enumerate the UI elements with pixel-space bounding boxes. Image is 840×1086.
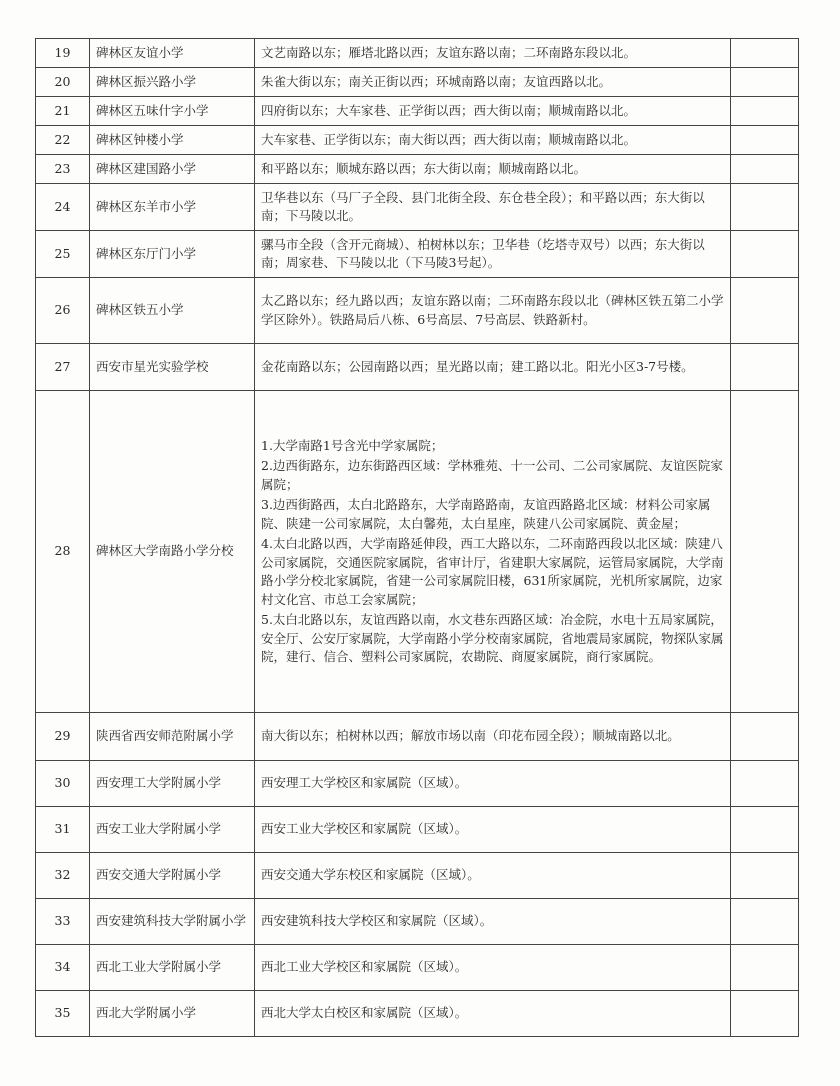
table-row bbox=[36, 761, 799, 807]
row-note bbox=[731, 945, 799, 991]
zone-scope bbox=[255, 155, 731, 184]
row-note bbox=[731, 713, 799, 761]
school-name: 西安建筑科技大学附属小学 bbox=[90, 899, 255, 945]
school-name: 西安交通大学附属小学 bbox=[90, 853, 255, 899]
zone-scope bbox=[255, 39, 731, 68]
table-row bbox=[36, 991, 799, 1037]
scope-paragraph: 1.大学南路1号含光中学家属院； bbox=[261, 437, 444, 453]
zone-scope bbox=[255, 68, 731, 97]
row-number: 27 bbox=[36, 344, 90, 391]
scope-paragraph: 2.边西街路东，边东街路西区域：学林雅苑、十一公司、二公司家属院、友谊医院家属院； bbox=[261, 458, 723, 492]
row-note bbox=[731, 761, 799, 807]
table-row bbox=[36, 807, 799, 853]
row-note bbox=[731, 231, 799, 278]
zone-scope bbox=[255, 761, 731, 807]
zone-scope bbox=[255, 991, 731, 1037]
row-note bbox=[731, 68, 799, 97]
row-note bbox=[731, 126, 799, 155]
table-row bbox=[36, 97, 799, 126]
row-note bbox=[731, 184, 799, 231]
school-name: 碑林区东厅门小学 bbox=[90, 231, 255, 278]
zone-scope bbox=[255, 97, 731, 126]
table-row bbox=[36, 713, 799, 761]
scope-paragraph: 3.边西街路西，太白北路路东，大学南路路南，友谊西路路北区域：材料公司家属院、陕建一公司家属院，太白馨苑，太白星座，陕建八公司家属院、黄金屋； bbox=[261, 497, 711, 531]
scope-paragraph: 大车家巷、正学街以东；南大街以西；西大街以南；顺城南路以北。 bbox=[261, 131, 637, 147]
scope-paragraph: 四府街以东；大车家巷、正学街以西；西大街以南；顺城南路以北。 bbox=[261, 102, 637, 118]
row-note bbox=[731, 853, 799, 899]
zone-scope bbox=[255, 899, 731, 945]
row-number: 21 bbox=[36, 97, 90, 126]
table-row bbox=[36, 344, 799, 391]
table-row bbox=[36, 184, 799, 231]
table-row bbox=[36, 39, 799, 68]
scope-paragraph: 金花南路以东；公园南路以西；星光路以南；建工路以北。阳光小区3-7号楼。 bbox=[261, 358, 694, 374]
zone-scope bbox=[255, 945, 731, 991]
row-number: 26 bbox=[36, 278, 90, 344]
school-name: 西安工业大学附属小学 bbox=[90, 807, 255, 853]
school-name: 碑林区五味什字小学 bbox=[90, 97, 255, 126]
row-number: 24 bbox=[36, 184, 90, 231]
table-row bbox=[36, 126, 799, 155]
zone-scope bbox=[255, 344, 731, 391]
row-note bbox=[731, 991, 799, 1037]
scope-paragraph: 西北大学太白校区和家属院（区域）。 bbox=[261, 1005, 468, 1021]
zone-scope bbox=[255, 231, 731, 278]
row-note bbox=[731, 39, 799, 68]
table-row bbox=[36, 945, 799, 991]
row-number: 35 bbox=[36, 991, 90, 1037]
scope-paragraph: 卫华巷以东（马厂子全段、县门北街全段、东仓巷全段）；和平路以西；东大街以南；下马陵以北。 bbox=[261, 189, 705, 223]
row-number: 34 bbox=[36, 945, 90, 991]
scope-paragraph: 西安建筑科技大学校区和家属院（区域）。 bbox=[261, 913, 493, 929]
row-number: 29 bbox=[36, 713, 90, 761]
scope-paragraph: 南大街以东；柏树林以西；解放市场以南（印花布园全段）；顺城南路以北。 bbox=[261, 728, 680, 744]
scope-paragraph: 西安理工大学校区和家属院（区域）。 bbox=[261, 775, 468, 791]
row-number: 19 bbox=[36, 39, 90, 68]
zone-scope bbox=[255, 126, 731, 155]
school-name: 陕西省西安师范附属小学 bbox=[90, 713, 255, 761]
row-number: 32 bbox=[36, 853, 90, 899]
row-note bbox=[731, 807, 799, 853]
table-row bbox=[36, 853, 799, 899]
scope-paragraph: 5.太白北路以东，友谊西路以南，水文巷东西路区域：冶金院，水电十五局家属院，安全厅、公安厅家属院，大学南路小学分校南家属院，省地震局家属院，物探队家属院，建行、信合、塑料公司家属院，农勘院、商厦家属院，商行家属院。 bbox=[261, 612, 724, 664]
school-name: 碑林区振兴路小学 bbox=[90, 68, 255, 97]
row-number: 28 bbox=[36, 391, 90, 713]
row-note bbox=[731, 344, 799, 391]
school-name: 碑林区大学南路小学分校 bbox=[90, 391, 255, 713]
row-note bbox=[731, 899, 799, 945]
row-note bbox=[731, 155, 799, 184]
row-note bbox=[731, 97, 799, 126]
row-number: 31 bbox=[36, 807, 90, 853]
table-row bbox=[36, 155, 799, 184]
table-body bbox=[36, 39, 799, 1037]
zone-scope bbox=[255, 853, 731, 899]
row-note bbox=[731, 278, 799, 344]
zone-scope bbox=[255, 713, 731, 761]
scope-paragraph: 和平路以东；顺城东路以西；东大街以南；顺城南路以北。 bbox=[261, 160, 587, 176]
scope-paragraph: 骡马市全段（含开元商城）、柏树林以东；卫华巷（圪塔寺双号）以西；东大街以南；周家巷、下马陵以北（下马陵3号起）。 bbox=[261, 236, 705, 270]
zone-scope bbox=[255, 278, 731, 344]
school-name: 碑林区铁五小学 bbox=[90, 278, 255, 344]
school-name: 碑林区建国路小学 bbox=[90, 155, 255, 184]
table-row bbox=[36, 231, 799, 278]
row-note bbox=[731, 391, 799, 713]
row-number: 33 bbox=[36, 899, 90, 945]
school-name: 碑林区东羊市小学 bbox=[90, 184, 255, 231]
table-row bbox=[36, 278, 799, 344]
row-number: 20 bbox=[36, 68, 90, 97]
school-name: 西安市星光实验学校 bbox=[90, 344, 255, 391]
zone-scope bbox=[255, 184, 731, 231]
scope-paragraph: 太乙路以东；经九路以西；友谊东路以南；二环南路东段以北（碑林区铁五第二小学学区除外）。铁路局后八栋、6号高层、7号高层、铁路新村。 bbox=[261, 293, 724, 327]
scope-paragraph: 西安交通大学东校区和家属院（区域）。 bbox=[261, 867, 480, 883]
school-name: 碑林区钟楼小学 bbox=[90, 126, 255, 155]
scope-paragraph: 西安工业大学校区和家属院（区域）。 bbox=[261, 821, 468, 837]
row-number: 25 bbox=[36, 231, 90, 278]
school-zone-table bbox=[35, 38, 799, 1037]
school-name: 西北大学附属小学 bbox=[90, 991, 255, 1037]
zone-scope bbox=[255, 807, 731, 853]
table-row bbox=[36, 899, 799, 945]
row-number: 22 bbox=[36, 126, 90, 155]
row-number: 23 bbox=[36, 155, 90, 184]
school-name: 碑林区友谊小学 bbox=[90, 39, 255, 68]
table-row bbox=[36, 68, 799, 97]
school-name: 西北工业大学附属小学 bbox=[90, 945, 255, 991]
school-name: 西安理工大学附属小学 bbox=[90, 761, 255, 807]
scope-paragraph: 朱雀大街以东；南关正街以西；环城南路以南；友谊西路以北。 bbox=[261, 73, 612, 89]
scope-paragraph: 文艺南路以东；雁塔北路以西；友谊东路以南；二环南路东段以北。 bbox=[261, 44, 637, 60]
scope-paragraph: 西北工业大学校区和家属院（区域）。 bbox=[261, 959, 468, 975]
table-row bbox=[36, 391, 799, 713]
row-number: 30 bbox=[36, 761, 90, 807]
zone-scope bbox=[255, 391, 731, 713]
scope-paragraph: 4.太白北路以西，大学南路延伸段，西工大路以东，二环南路西段以北区域：陕建八公司家属院，交通医院家属院，省审计厅，省建职大家属院，运管局家属院，大学南路小学分校北家属院，省建一公司家属院旧楼，631所家属院，光机所家属院，边家村文化宫、市总工会家属院； bbox=[261, 536, 724, 607]
